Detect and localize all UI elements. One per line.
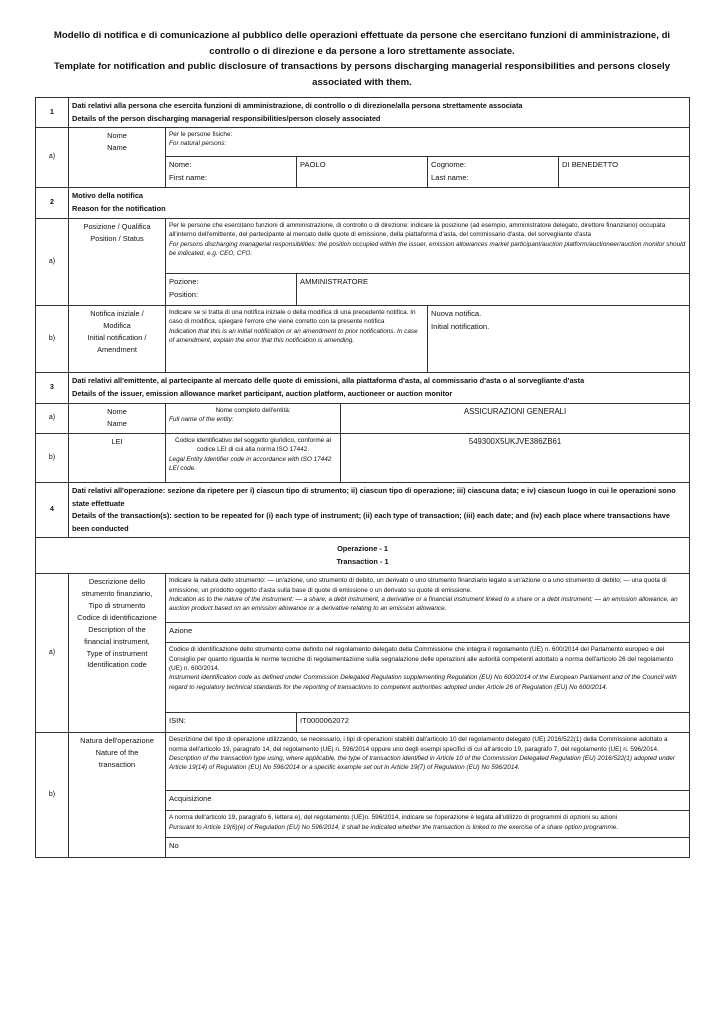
identification-code-description <box>166 643 690 713</box>
position-description-en: For persons discharging managerial responsibilities: the position occupied within the issuer, emission allowances market participant/auction platform/auctioneer/auction monitor should be indicated, e.g. CEO, CFO. <box>169 240 686 257</box>
first-name-label-it: Nome: <box>169 160 192 170</box>
section1-title-en: Details of the person discharging managerial responsibilities/person closely associated <box>72 113 381 123</box>
isin-value: IT0000062072 <box>297 713 690 733</box>
lei-description-en: Legal Entity Identifier code in accordance with ISO 17442 LEI code. <box>169 455 332 472</box>
section4-a-desc-row <box>36 574 690 623</box>
position-label <box>166 273 297 305</box>
title-it-line2: controllo o di direzione e da persone a loro strettamente associate. <box>209 45 515 57</box>
share-option-description <box>166 811 690 838</box>
section2-b-label-en1: Initial notification / <box>87 332 147 342</box>
instrument-nature-description-en: Indication as to the nature of the instrument: — a share, a debt instrument, a derivative or a financial instrument linked to a share or a debt instrument; — an emission allowance, an auction product based on an emission allowance or a derivative relating to an emission allowance. <box>169 596 678 613</box>
instrument-label-line: financial instrument, <box>84 636 150 646</box>
identification-code-description-en: Instrument identification code as defined under Commission Delegated Regulation supplementing Regulation (EU) No 600/2014 of the European Parliament and of the Council with regard to regulatory technical standards for the reporting of transactions to competent authorities adopted under Article 26 of Regulation (EU) No 600/2014. <box>169 674 677 691</box>
section2-a-label-it: Posizione / Qualifica <box>83 221 151 231</box>
notification-type-value-it: Nuova notifica. <box>431 308 482 318</box>
section2-b-label-it2: Modifica <box>103 320 131 330</box>
instrument-label-line: strumento finanziario, <box>81 589 153 599</box>
section2-b-index: b) <box>36 305 69 372</box>
transaction-type-description <box>166 733 690 791</box>
natural-persons-note <box>166 128 690 157</box>
section2-a-desc-row <box>36 218 690 273</box>
section4-b-label-en2: transaction <box>98 760 136 770</box>
section1-a-label-it: Nome <box>107 131 127 141</box>
section4-b-label-en1: Nature of the <box>95 748 139 758</box>
position-description-it: Per le persone che esercitano funzioni di amministrazione, di controllo o di direzione: indicare la posizione (ad esempio, amministratore delegato, direttore finanziario) occupata all'interno dell'emittente, del partecipante al mercato delle quote di emissione, della piattaforma d'asta, del commissario d'asta, del sorvegliante d'asta <box>169 221 666 239</box>
isin-label: ISIN: <box>166 713 297 733</box>
position-label-en: Position: <box>169 289 199 299</box>
position-value: AMMINISTRATORE <box>297 273 690 305</box>
position-label-it: Pozione: <box>169 276 199 286</box>
section2-a-label-en: Position / Status <box>90 233 144 243</box>
section1-number: 1 <box>36 98 69 128</box>
section1-a-note-row <box>36 128 690 157</box>
section3-title <box>69 372 690 403</box>
lei-description-it: Codice identificativo del soggetto giuridico, conforme al codice LEI di cui alla norma ISO 17442. <box>175 436 331 454</box>
operation-header-row <box>36 538 690 574</box>
section3-a-label-en: Name <box>107 418 127 428</box>
section4-title-en: Details of the transaction(s): section to be repeated for (i) each type of instrument; (ii) each type of transaction; (iii) each date; and (iv) each place where transactions have been conducted <box>72 511 670 533</box>
instrument-nature-description-it: Indicare la natura dello strumento: — un'azione, uno strumento di debito, un derivato o uno strumento finanziario legato a un'azione o a uno strumento di debito; — una quota di emissione, un prodotto oggetto d'asta sulla base di quote di emissione o un derivato su quote di emissione. <box>169 577 667 594</box>
notification-type-description-it: Indicare se si tratta di una notifica iniziale o della modifica di una precedente notifica. In caso di modifica, spiegare l'errore che viene corretto con la presente notifica <box>169 308 416 326</box>
section3-header-row <box>36 372 690 403</box>
section4-b-label-it: Natura dell'operazione <box>80 736 154 746</box>
section2-header-row <box>36 187 690 218</box>
first-name-label <box>166 157 297 188</box>
operation-title <box>36 538 690 574</box>
section3-title-it: Dati relativi all'emittente, al partecipante al mercato delle quote di emissioni, alla piattaforma d'asta, al commissario d'asta o al sorvegliante d'asta <box>72 375 585 385</box>
first-name-value: PAOLO <box>297 157 428 188</box>
section3-a-label-it: Nome <box>107 406 127 416</box>
operation-title-it: Operazione - 1 <box>337 544 388 554</box>
notification-type-value <box>428 305 690 372</box>
entity-name-description <box>166 403 341 433</box>
surname-label-en: Last name: <box>431 173 469 183</box>
instrument-type-value: Azione <box>166 623 690 643</box>
document-title <box>40 28 684 90</box>
title-en-line1: Template for notification and public disclosure of transactions by persons discharging managerial responsibilities and persons closely <box>53 61 671 72</box>
instrument-nature-description <box>166 574 690 623</box>
title-it-line1: Modello di notifica e di comunicazione al pubblico delle operazioni effettuate da persone che esercitano funzioni di amministrazione, di <box>53 30 671 41</box>
first-name-label-en: First name: <box>169 173 207 183</box>
lei-value: 549300X5UKJVE386ZB61 <box>341 433 690 482</box>
section2-title <box>69 187 690 218</box>
instrument-label-line: Type of instrument <box>86 648 148 658</box>
section2-title-en: Reason for the notification <box>72 203 166 213</box>
notification-type-value-en: Initial notification. <box>431 321 490 331</box>
operation-title-en: Transaction - 1 <box>336 556 389 566</box>
lei-description <box>166 433 341 482</box>
instrument-label-line: Codice di identificazione <box>77 612 157 622</box>
surname-value: DI BENEDETTO <box>559 157 690 188</box>
natural-persons-note-it: Per le persone fisiche: <box>169 131 233 139</box>
section4-title-it: Dati relativi all'operazione: sezione da ripetere per i) ciascun tipo di strumento; ii) ciascun tipo di operazione; iii) ciascuna data; e iv) ciascun luogo in cui le operazioni sono state effettuate <box>72 485 676 508</box>
section2-a-index: a) <box>36 218 69 305</box>
notification-form <box>35 97 690 858</box>
section2-title-it: Motivo della notifica <box>72 190 144 200</box>
section2-b-label-it1: Notifica iniziale / <box>90 308 144 318</box>
surname-label-it: Cognome: <box>431 160 467 170</box>
section4-a-index: a) <box>36 574 69 733</box>
transaction-type-value: Acquisizione <box>166 791 690 811</box>
entity-name-value: ASSICURAZIONI GENERALI <box>341 403 690 433</box>
position-description <box>166 218 690 273</box>
notification-type-description <box>166 305 428 372</box>
instrument-label-line: Tipo di strumento <box>88 601 146 611</box>
section1-title <box>69 98 690 128</box>
section4-a-label <box>69 574 166 733</box>
section1-a-index: a) <box>36 128 69 188</box>
section4-b-desc-row <box>36 733 690 791</box>
identification-code-description-it: Codice di identificazione dello strumento come definito nel regolamento delegato della Commissione che integra il regolamento (UE) n. 600/2014 del Parlamento europeo e del Consiglio per quanto riguarda le norme tecniche di regolamentazione sulla segnalazione delle operazioni alle autorità competenti adottato a norma dell'articolo 26 del regolamento (UE) n. 600/2014. <box>169 646 674 672</box>
share-option-value: No <box>166 838 690 858</box>
section4-title <box>69 482 690 537</box>
section1-a-label-en: Name <box>107 143 127 152</box>
transaction-type-description-en: Description of the transaction type using, where applicable, the type of transaction identified in Article 10 of the Commission Delegated Regulation (EU) 2016/522(1) adopted under Article 19(14) of Regulation (EU) No 596/2014 or a specific example set out in Article 19(7) of Regulation (EU) No 596/2014. <box>169 755 675 772</box>
natural-persons-note-en: For natural persons: <box>169 140 227 148</box>
section1-title-it: Dati relativi alla persona che esercita funzioni di amministrazione, di controllo o di direzione/alla persona strettamente associata <box>72 101 523 110</box>
section1-a-label <box>69 128 166 188</box>
share-option-description-en: Pursuant to Article 19(6)(e) of Regulation (EU) No 596/2014, it shall be indicated whether the transaction is linked to the exercise of a share option programme. <box>169 823 619 831</box>
instrument-label-line: Descrizione dello <box>88 577 146 587</box>
instrument-label-line: Description of the <box>88 624 146 634</box>
section3-a-label <box>69 403 166 433</box>
section1-header-row <box>36 98 690 128</box>
section2-b-label-en2: Amendment <box>97 344 137 354</box>
section2-b-row <box>36 305 690 372</box>
section2-b-label <box>69 305 166 372</box>
share-option-description-it: A norma dell'articolo 19, paragrafo 6, lettera e), del regolamento (UE)n. 596/2014, indicare se l'operazione è legata all'utilizzo di programmi di opzioni su azioni <box>169 814 618 822</box>
section3-title-en: Details of the issuer, emission allowance market participant, auction platform, auctioneer or auction monitor <box>72 388 453 398</box>
section3-b-index: b) <box>36 433 69 482</box>
title-en-line2: associated with them. <box>312 76 412 88</box>
section3-a-index: a) <box>36 403 69 433</box>
surname-label <box>428 157 559 188</box>
notification-type-description-en: Indication that this is an initial notification or an amendment to prior notifications. In case of amendment, explain the error that this notification is amending. <box>169 327 418 344</box>
entity-name-description-it: Nome completo dell'entità: <box>215 406 291 414</box>
section4-b-label <box>69 733 166 858</box>
section4-header-row <box>36 482 690 537</box>
section2-a-label <box>69 218 166 305</box>
instrument-label-line: Identification code <box>87 660 147 670</box>
section2-number: 2 <box>36 187 69 218</box>
section4-b-index: b) <box>36 733 69 858</box>
entity-name-description-en: Full name of the entity: <box>169 416 234 424</box>
section3-b-label: LEI <box>69 433 166 482</box>
transaction-type-description-it: Descrizione del tipo di operazione utilizzando, se necessario, i tipi di operazioni stabiliti dall'articolo 10 del regolamento delegato (UE) 2016/522(1) della Commissione adottato a norma dell'articolo 19, paragrafo 14, del regolamento (UE) n. 596/2014 oppure uno degli esempi specifici di cui all'articolo 19, paragrafo 7, del regolamento (UE) n. 596/2014. <box>169 736 668 753</box>
section3-b-row <box>36 433 690 482</box>
section3-a-row <box>36 403 690 433</box>
section3-number: 3 <box>36 372 69 403</box>
section4-number: 4 <box>36 482 69 537</box>
